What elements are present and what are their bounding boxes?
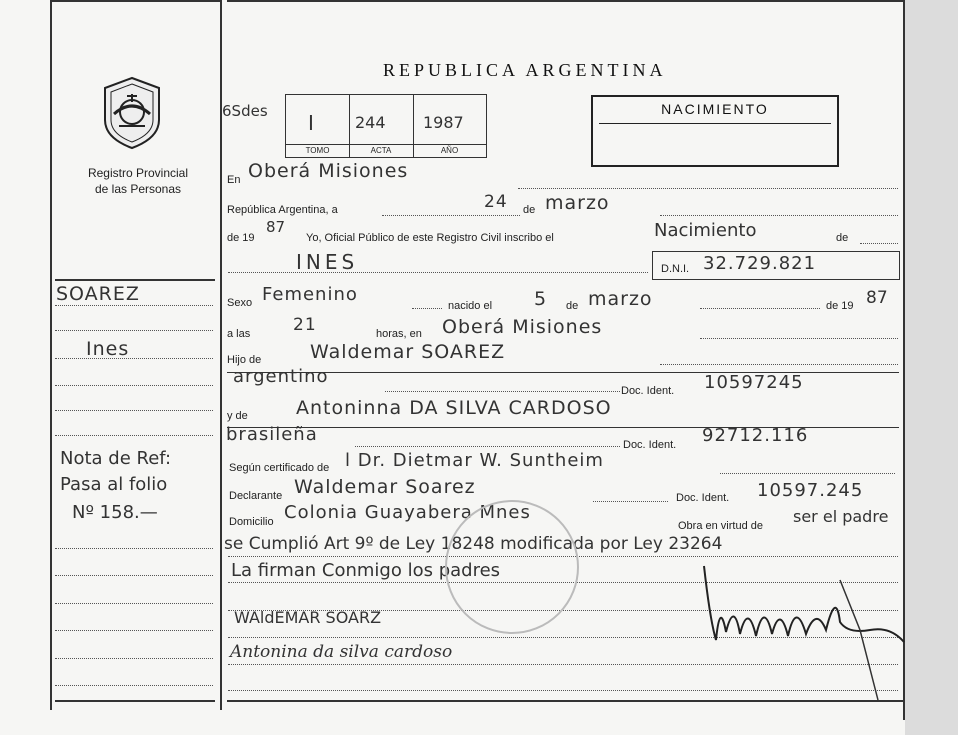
- mother-signature: Antonina da silva cardoso: [230, 642, 453, 662]
- dni-box: [652, 251, 900, 280]
- page-title: REPUBLICA ARGENTINA: [383, 60, 667, 80]
- margin-dots: [55, 330, 213, 331]
- form-dots: [860, 243, 898, 244]
- birth-place-value: Oberá Misiones: [442, 316, 603, 338]
- form-dots: [412, 308, 442, 309]
- de19-label-2: de 19: [826, 300, 854, 312]
- doctor-name: l Dr. Dietmar W. Suntheim: [345, 450, 604, 471]
- form-dots: [228, 272, 648, 273]
- registry-name: [58, 165, 218, 197]
- declarant-document: 10597.245: [757, 480, 864, 501]
- year-value: 87: [266, 218, 286, 236]
- document-type-rule: [599, 123, 831, 124]
- acta-cell: [349, 95, 414, 157]
- margin-note-2: Pasa al folio: [60, 474, 168, 495]
- margin-dots: [55, 410, 213, 411]
- de19-label: de 19: [227, 232, 255, 244]
- dni-label: D.N.I.: [661, 263, 690, 275]
- form-dots: [700, 338, 898, 339]
- sexo-label: Sexo: [227, 297, 253, 309]
- acta-label: ACTA: [349, 144, 413, 155]
- obra-label: Obra en virtud de: [678, 520, 763, 532]
- legal-note: se Cumplió Art 9º de Ley 18248 modificada por Ley 23264: [224, 534, 723, 554]
- alas-label: a las: [227, 328, 251, 340]
- margin-dots: [55, 305, 213, 306]
- record-box: [285, 94, 487, 158]
- father-name: Waldemar SOAREZ: [310, 341, 506, 363]
- birth-day-value: 5: [534, 288, 548, 310]
- birth-month-value: marzo: [588, 288, 653, 310]
- father-document: 10597245: [704, 372, 804, 393]
- signing-note: La firman Conmigo los padres: [231, 560, 501, 581]
- margin-dots: [55, 685, 213, 686]
- top-rule-left: [50, 0, 220, 2]
- margin-note-3: Nº 158.—: [72, 502, 158, 523]
- margin-dots: [55, 435, 213, 436]
- day-value: 24: [484, 192, 508, 212]
- bottom-rule-left: [55, 700, 215, 702]
- domicilio-label: Domicilio: [229, 516, 274, 528]
- margin-note-1: Nota de Ref:: [60, 448, 172, 469]
- yo-label: Yo, Oficial Público de este Registro Civil inscribo el: [306, 232, 554, 244]
- acta-value: 244: [355, 113, 386, 132]
- anio-label: AÑO: [413, 144, 486, 155]
- tomo-cell: [286, 95, 350, 157]
- registry-line-1: Registro Provincial: [87, 166, 189, 180]
- margin-rule: [55, 279, 215, 281]
- declarante-label: Declarante: [229, 490, 283, 502]
- anio-value: 1987: [423, 113, 464, 132]
- mother-nationality: brasileña: [226, 424, 318, 445]
- official-signature-icon: [690, 560, 910, 710]
- dni-value: 32.729.821: [703, 253, 817, 274]
- form-dots: [382, 215, 520, 216]
- form-dots: [700, 308, 820, 309]
- yde-label: y de: [227, 410, 248, 422]
- de-label: de: [523, 204, 536, 216]
- left-margin-line: [50, 0, 52, 710]
- margin-dots: [55, 603, 213, 604]
- tomo-value: I: [308, 111, 315, 135]
- form-dots: [355, 446, 620, 447]
- margin-dots: [55, 575, 213, 576]
- form-dots: [593, 501, 668, 502]
- doc-label-1: Doc. Ident.: [621, 385, 675, 397]
- doc-label-3: Doc. Ident.: [676, 492, 730, 504]
- margin-dots: [55, 548, 213, 549]
- form-dots: [720, 473, 895, 474]
- document-type: NACIMIENTO: [661, 101, 769, 117]
- de-label-2: de: [836, 232, 849, 244]
- registry-line-2: de las Personas: [94, 182, 182, 196]
- declarant-name: Waldemar Soarez: [294, 476, 476, 498]
- province-crest-icon: [99, 76, 165, 150]
- page-edge: [905, 0, 958, 735]
- republica-label: República Argentina, a: [227, 204, 338, 216]
- mother-document: 92712.116: [702, 425, 809, 446]
- margin-dots: [55, 358, 213, 359]
- anio-cell: [413, 95, 486, 157]
- nacido-label: nacido el: [448, 300, 493, 312]
- address-value: Colonia Guayabera Mnes: [284, 502, 531, 523]
- top-rule-right: [227, 0, 903, 2]
- form-dots: [660, 215, 898, 216]
- en-label: En: [227, 174, 241, 186]
- month-value: marzo: [545, 192, 610, 214]
- form-dots: [660, 364, 898, 365]
- margin-surname: SOAREZ: [56, 283, 140, 305]
- form-dots: [385, 391, 620, 392]
- de-label-3: de: [566, 300, 579, 312]
- father-nationality: argentino: [233, 366, 329, 387]
- name-value: INES: [296, 250, 359, 274]
- horas-label: horas, en: [376, 328, 422, 340]
- sexo-value: Femenino: [262, 284, 358, 305]
- father-signature: WAldEMAR SOARZ: [234, 608, 382, 627]
- official-seal-icon: [445, 500, 579, 634]
- acto-value: Nacimiento: [654, 220, 757, 241]
- margin-dots: [55, 630, 213, 631]
- cert-label: Según certificado de: [229, 462, 330, 474]
- margin-given-name: Ines: [86, 338, 130, 360]
- margin-dots: [55, 658, 213, 659]
- margin-dots: [55, 385, 213, 386]
- tomo-label: TOMO: [286, 144, 349, 155]
- hijo-label: Hijo de: [227, 354, 262, 366]
- hora-value: 21: [293, 315, 317, 335]
- doc-label-2: Doc. Ident.: [623, 439, 677, 451]
- birth-year-value: 87: [866, 288, 888, 308]
- place-value: Oberá Misiones: [248, 160, 409, 182]
- mother-name: Antoninna DA SILVA CARDOSO: [296, 397, 612, 419]
- record-prefix: 6Sdes: [222, 102, 268, 120]
- obra-value: ser el padre: [793, 507, 889, 526]
- form-dots: [518, 188, 898, 189]
- document-type-box: [591, 95, 839, 167]
